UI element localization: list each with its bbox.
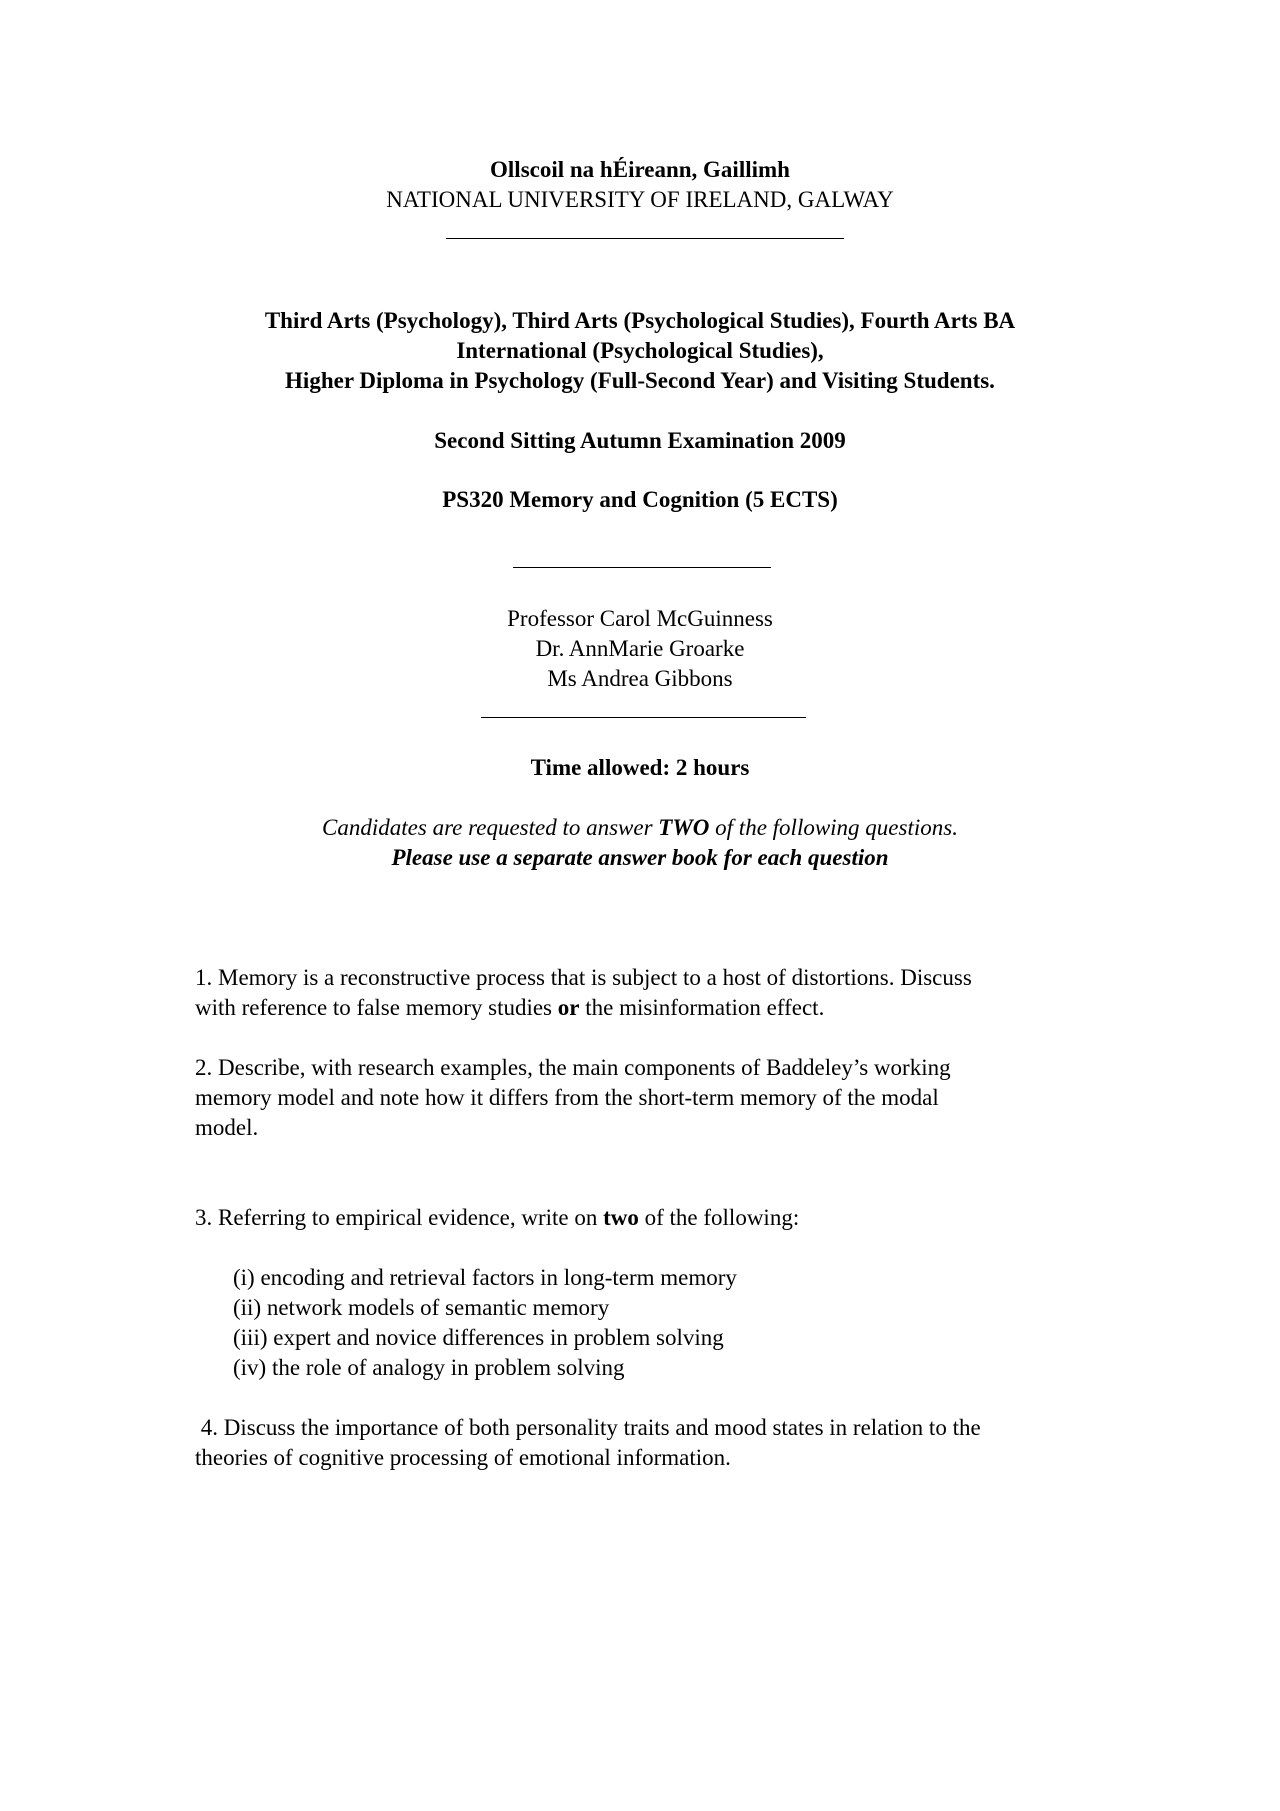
university-english-name: NATIONAL UNIVERSITY OF IRELAND, GALWAY — [386, 187, 894, 212]
question-2-line-1: 2. Describe, with research examples, the main components of Baddeley’s working — [195, 1055, 951, 1080]
question-3-item-3: (iii) expert and novice differences in problem solving — [233, 1325, 724, 1350]
question-2-line-3: model. — [195, 1115, 259, 1140]
q3-text-post: of the following: — [638, 1205, 800, 1230]
examiners-divider — [481, 717, 806, 718]
instructions-emphasis: TWO — [658, 815, 710, 840]
question-2-line-2: memory model and note how it differs from the short-term memory of the modal — [195, 1085, 939, 1110]
question-4-line-1: 4. Discuss the importance of both personality traits and mood states in relation to the — [195, 1415, 981, 1440]
time-allowed: Time allowed: 2 hours — [530, 755, 750, 780]
question-3-intro — [195, 1203, 1095, 1233]
university-irish-name: Ollscoil na hÉireann, Gaillimh — [490, 157, 790, 182]
question-1-line-1: 1. Memory is a reconstructive process that is subject to a host of distortions. Discuss — [195, 965, 972, 990]
examiner-1: Professor Carol McGuinness — [507, 606, 773, 631]
q3-text-pre: 3. Referring to empirical evidence, write on — [195, 1205, 604, 1230]
course-title: PS320 Memory and Cognition (5 ECTS) — [442, 487, 838, 512]
exam-sitting: Second Sitting Autumn Examination 2009 — [434, 428, 846, 453]
question-3-item-1: (i) encoding and retrieval factors in long-term memory — [233, 1265, 737, 1290]
question-1-line-2 — [195, 993, 1095, 1023]
q1-text-pre: with reference to false memory studies — [195, 995, 558, 1020]
programmes-line-3: Higher Diploma in Psychology (Full-Second Year) and Visiting Students. — [285, 368, 995, 393]
examiner-2: Dr. AnnMarie Groarke — [535, 636, 745, 661]
examiner-3: Ms Andrea Gibbons — [547, 666, 733, 691]
course-divider — [513, 567, 771, 568]
programmes-line-1: Third Arts (Psychology), Third Arts (Psychological Studies), Fourth Arts BA — [264, 308, 1016, 333]
question-3-item-2: (ii) network models of semantic memory — [233, 1295, 610, 1320]
instructions-line-1 — [0, 813, 1280, 843]
question-4-line-2: theories of cognitive processing of emotional information. — [195, 1445, 731, 1470]
instructions-line-2: Please use a separate answer book for each question — [391, 845, 889, 870]
instructions-pre: Candidates are requested to answer — [322, 815, 659, 840]
q1-text-post: the misinformation effect. — [579, 995, 825, 1020]
programmes-line-2: International (Psychological Studies), — [456, 338, 824, 363]
header-divider — [446, 238, 844, 239]
q3-text-bold: two — [603, 1205, 639, 1230]
instructions-post: of the following questions. — [709, 815, 958, 840]
q1-text-bold: or — [557, 995, 580, 1020]
question-3-item-4: (iv) the role of analogy in problem solving — [233, 1355, 625, 1380]
